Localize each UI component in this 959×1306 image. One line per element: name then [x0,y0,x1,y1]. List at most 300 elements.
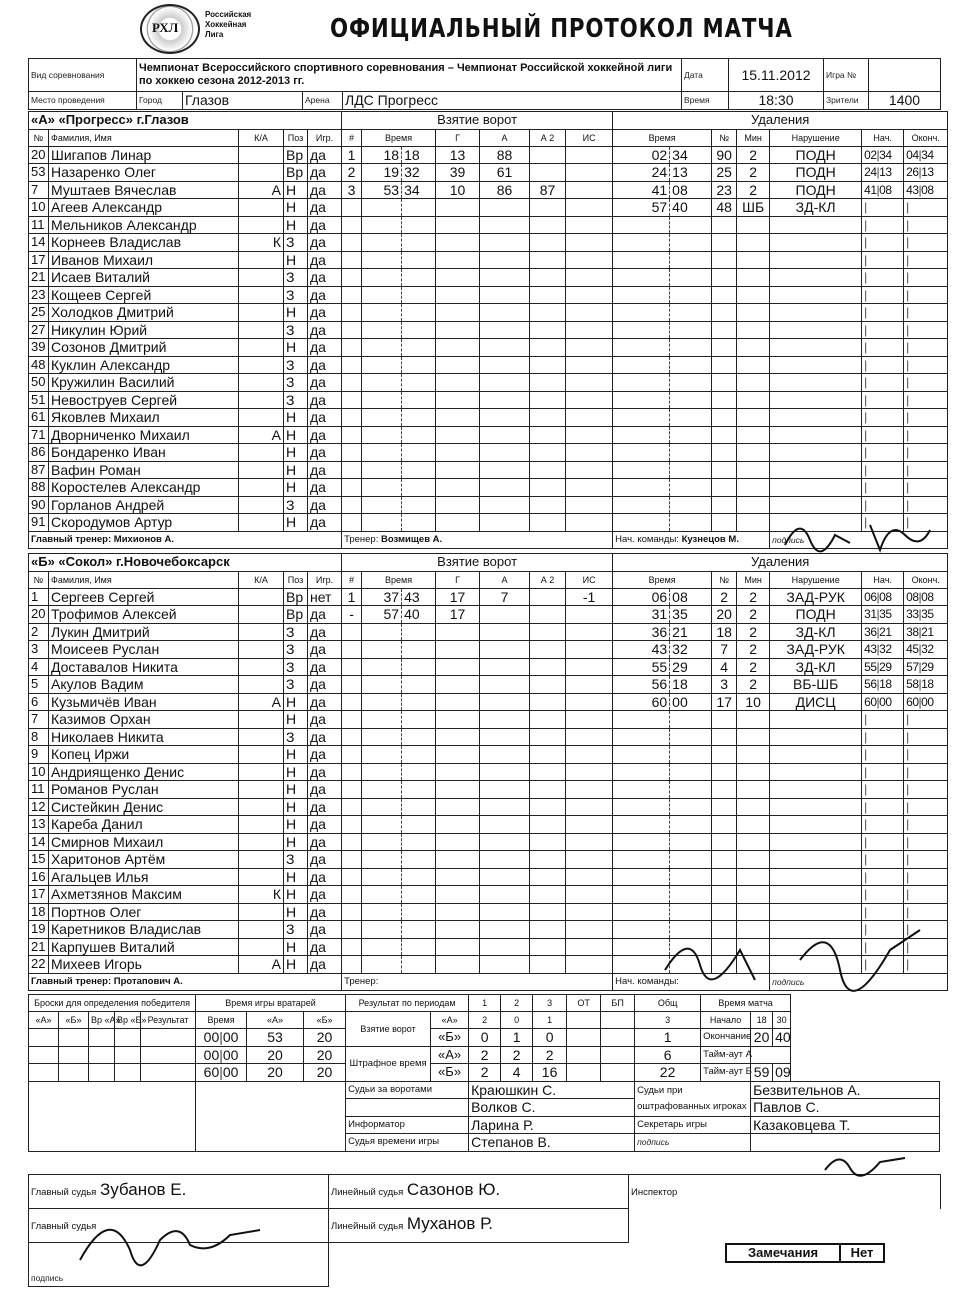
pen-minutes [737,781,770,799]
player-row [29,728,948,746]
pen-minutes: 2 [737,606,770,624]
pen-min [613,269,670,287]
pen-end: | [904,496,948,514]
player-name: Копец Иржи [49,746,239,764]
goal-assist2 [530,833,566,851]
player-played: да [308,833,342,851]
header-ka: К/А [239,129,284,146]
goal-sec [402,391,436,409]
goal-assist1 [480,851,530,869]
goal-situation [566,798,613,816]
pen-sec [670,798,712,816]
pen-start: | [862,391,904,409]
goal-sec [402,921,436,939]
goal-scorer [436,374,480,392]
player-position: З [284,623,308,641]
player-name: Кощеев Сергей [49,286,239,304]
pim-a-value [601,1046,635,1064]
goal-situation [566,461,613,479]
pen-min [613,461,670,479]
player-row [29,746,948,764]
player-name: Куклин Александр [49,356,239,374]
gk-time: 00|00 [196,1046,247,1064]
pen-end: | [904,886,948,904]
pen-sec [670,251,712,269]
player-role [239,938,284,956]
player-number: 39 [29,339,49,357]
player-played: да [308,623,342,641]
player-position: Н [284,339,308,357]
team-chief: Нач. команды: [613,973,770,991]
goal-sec [402,461,436,479]
player-played: да [308,479,342,497]
pen-player [712,374,737,392]
goal-num [342,286,362,304]
player-role [239,816,284,834]
goal-assist2 [530,339,566,357]
pen-end: | [904,216,948,234]
pen-minutes [737,216,770,234]
pen-minutes [737,833,770,851]
goal-min [362,868,402,886]
header-played: Игр. [308,129,342,146]
signature-team-a [780,515,940,555]
pim-b-value: 16 [533,1064,567,1082]
pen-infraction [770,356,862,374]
goal-scorer [436,921,480,939]
pen-start: | [862,921,904,939]
pen-min [613,251,670,269]
pen-player [712,479,737,497]
pen-sec [670,409,712,427]
header-pos: Поз [284,129,308,146]
pen-start: 24|13 [862,164,904,182]
header-pos: Поз [284,571,308,588]
goal-min [362,711,402,729]
player-number: 27 [29,321,49,339]
player-position: Н [284,251,308,269]
player-row [29,146,948,164]
goal-sec [402,444,436,462]
goal-sec [402,746,436,764]
player-played: да [308,304,342,322]
pen-start: | [862,356,904,374]
goal-sec [402,339,436,357]
goal-scorer [436,479,480,497]
goal-scorer [436,676,480,694]
player-number: 48 [29,356,49,374]
goal-assist2 [530,798,566,816]
pen-sec [670,339,712,357]
player-number: 7 [29,711,49,729]
goal-scorer [436,781,480,799]
player-number: 50 [29,374,49,392]
goal-sec [402,641,436,659]
pen-start: 41|08 [862,181,904,199]
goal-min: 19 [362,164,402,182]
player-number: 14 [29,234,49,252]
header-start: Нач. [862,129,904,146]
game-no-value [869,59,941,92]
pen-sec [670,444,712,462]
pim-a-value: 2 [533,1046,567,1064]
player-position: Н [284,199,308,217]
goal-assist2 [530,269,566,287]
chief-ref2-label: Главный судья [31,1220,97,1232]
pen-sec: 35 [670,606,712,624]
pen-player: 18 [712,623,737,641]
arena-label: Арена [303,92,343,110]
goal-min [362,938,402,956]
pen-start: 02|34 [862,146,904,164]
player-role [239,444,284,462]
pen-sec [670,496,712,514]
pen-sec: 08 [670,588,712,606]
goal-assist1 [480,321,530,339]
player-position: Н [284,693,308,711]
pen-end: 38|21 [904,623,948,641]
goal-sec: 34 [402,181,436,199]
pen-min [613,286,670,304]
player-played: да [308,903,342,921]
goal-num [342,711,362,729]
pen-minutes [737,444,770,462]
city-value: Глазов [183,92,303,110]
header-start: Нач. [862,571,904,588]
pen-player: 7 [712,641,737,659]
remarks-label: Замечания [725,1243,841,1263]
goal-assist2: 87 [530,181,566,199]
player-name: Смирнов Михаил [49,833,239,851]
goal-assist2 [530,956,566,974]
pen-start: | [862,251,904,269]
pen-infraction [770,304,862,322]
player-row [29,251,948,269]
header-a2: А 2 [530,571,566,588]
player-name: Трофимов Алексей [49,606,239,624]
goal-assist2 [530,514,566,532]
player-position: Н [284,781,308,799]
goal-assist1 [480,641,530,659]
pen-start: | [862,514,904,532]
goal-situation [566,903,613,921]
header-a: А [480,571,530,588]
player-row [29,426,948,444]
player-role [239,321,284,339]
goal-sec [402,374,436,392]
header-played: Игр. [308,571,342,588]
pen-player [712,728,737,746]
goal-sec [402,658,436,676]
pen-min [613,798,670,816]
goal-assist1 [480,356,530,374]
player-played: да [308,868,342,886]
pen-infraction [770,903,862,921]
player-position: Н [284,426,308,444]
venue-info [28,91,941,110]
remarks-box [725,1243,885,1263]
goal-num [342,216,362,234]
pen-end: | [904,921,948,939]
team-chief: Нач. команды: Кузнецов М. [613,531,770,549]
pen-player [712,269,737,287]
goal-scorer [436,356,480,374]
pen-minutes [737,391,770,409]
goal-situation [566,426,613,444]
player-role [239,356,284,374]
player-played: нет [308,588,342,606]
informer-value: Ларина Р. [469,1116,635,1134]
player-role: А [239,181,284,199]
line-ref-label-1: Линейный судья [331,1187,404,1198]
pen-start: | [862,479,904,497]
goal-assist2 [530,658,566,676]
player-position: Н [284,746,308,764]
player-name: Созонов Дмитрий [49,339,239,357]
pen-start: | [862,816,904,834]
header-ka: К/А [239,571,284,588]
player-row [29,234,948,252]
goal-min [362,234,402,252]
player-number: 8 [29,728,49,746]
goal-situation [566,269,613,287]
player-played: да [308,391,342,409]
goal-assist1 [480,956,530,974]
goal-min [362,479,402,497]
goal-assist1 [480,623,530,641]
pen-end: | [904,781,948,799]
pen-end: 45|32 [904,641,948,659]
goal-num [342,676,362,694]
pen-infraction: ЗАД-РУК [770,588,862,606]
header-min: Мин [737,571,770,588]
pen-start: 56|18 [862,676,904,694]
pen-min [613,868,670,886]
pen-minutes [737,461,770,479]
goal-assist2 [530,496,566,514]
pen-min [613,216,670,234]
player-role [239,781,284,799]
pen-start: | [862,426,904,444]
player-row [29,903,948,921]
player-name: Скородумов Артур [49,514,239,532]
pen-min [613,234,670,252]
pen-minutes [737,339,770,357]
goal-num: 1 [342,146,362,164]
player-row [29,711,948,729]
timeout-b-sec: 09 [773,1064,791,1082]
gk-b-value: 20 [304,1064,346,1082]
goal-num [342,641,362,659]
pen-player: 48 [712,199,737,217]
timekeeper-label: Судья времени игры [346,1134,469,1152]
goal-scorer [436,234,480,252]
pen-end: 58|18 [904,676,948,694]
goal-min [362,199,402,217]
end-hour: 20 [751,1029,773,1047]
goal-num [342,374,362,392]
player-name: Холодков Дмитрий [49,304,239,322]
goal-num [342,269,362,287]
goal-num [342,658,362,676]
pen-min: 06 [613,588,670,606]
goal-assist1 [480,746,530,764]
goal-num [342,798,362,816]
goal-min [362,956,402,974]
player-position: З [284,676,308,694]
player-position: Вр [284,588,308,606]
goal-situation [566,234,613,252]
goal-assist1 [480,921,530,939]
pen-player [712,833,737,851]
goal-situation [566,304,613,322]
penalty-judge-2: Павлов С. [751,1099,940,1117]
player-name: Кареба Данил [49,816,239,834]
goal-min: 57 [362,606,402,624]
goal-sec [402,676,436,694]
goal-num [342,426,362,444]
player-position: Н [284,181,308,199]
goal-assist2 [530,356,566,374]
player-number: 20 [29,606,49,624]
header-inf: Нарушение [770,129,862,146]
pen-sec [670,514,712,532]
pen-infraction [770,234,862,252]
ot-header: ОТ [567,995,601,1012]
pen-sec [670,321,712,339]
goals-row-label: Взятие ворот [346,1012,431,1047]
pen-infraction [770,816,862,834]
so-header: БП [601,995,635,1012]
player-position: Н [284,798,308,816]
goal-min [362,391,402,409]
goal-assist2 [530,479,566,497]
goal-min [362,216,402,234]
line-ref-label-2: Линейный судья [331,1221,404,1232]
player-position: Н [284,938,308,956]
pen-start: | [862,374,904,392]
pen-start: 60|00 [862,693,904,711]
header-name: Фамилия, Имя [49,571,239,588]
goal-sec: 40 [402,606,436,624]
goal-num [342,479,362,497]
player-role [239,623,284,641]
pen-player [712,903,737,921]
pen-player [712,461,737,479]
goal-assist1: 88 [480,146,530,164]
goal-min [362,339,402,357]
pen-start: 36|21 [862,623,904,641]
goal-assist2 [530,903,566,921]
goal-min [362,251,402,269]
pen-sec: 21 [670,623,712,641]
player-number: 51 [29,391,49,409]
signature-secretary [820,1150,910,1180]
team-title: «А» «Прогресс» г.Глазов [29,112,342,130]
player-row [29,374,948,392]
player-played: да [308,146,342,164]
competition-label: Вид соревнования [29,59,137,92]
goal-assist2 [530,886,566,904]
goal-assist1 [480,816,530,834]
goal-sec [402,798,436,816]
period-1-header: 1 [469,995,501,1012]
goal-scorer [436,728,480,746]
goal-num: - [342,606,362,624]
goals-header: Взятие ворот [342,554,613,572]
pim-row-label: Штрафное время [346,1046,431,1081]
time-value: 18:30 [729,92,824,110]
goal-assist2 [530,676,566,694]
goal-num [342,693,362,711]
goal-assist2 [530,623,566,641]
pen-sec [670,711,712,729]
pen-player [712,286,737,304]
goals-a-value: 1 [533,1012,567,1029]
period-2-header: 2 [501,995,533,1012]
goal-sec [402,514,436,532]
pen-minutes: 2 [737,641,770,659]
competition-text: Чемпионат Всероссийского спортивного соревнования – Чемпионат Российской хоккейной лиги по хоккею сезона 2012-2013 гг. [137,59,682,92]
goal-judge-2: Волков С. [469,1099,635,1117]
player-row [29,641,948,659]
goal-scorer [436,199,480,217]
pen-infraction: ВБ-ШБ [770,676,862,694]
goal-min [362,886,402,904]
player-position: Н [284,956,308,974]
player-played: да [308,321,342,339]
pen-player: 2 [712,588,737,606]
pen-start: | [862,461,904,479]
player-row [29,269,948,287]
goal-min [362,676,402,694]
player-role [239,374,284,392]
pen-end: | [904,746,948,764]
player-name: Мельников Александр [49,216,239,234]
ref-signature-label: подпись [31,1273,64,1283]
so-result: Результат [141,1012,196,1029]
pen-min: 31 [613,606,670,624]
pen-minutes [737,514,770,532]
goal-assist1 [480,461,530,479]
goal-num [342,461,362,479]
head-coach: Главный тренер: Протапович А. [29,973,342,991]
pen-infraction: ЗД-КЛ [770,199,862,217]
player-number: 11 [29,216,49,234]
player-played: да [308,693,342,711]
player-played: да [308,514,342,532]
goal-assist1 [480,444,530,462]
goal-min [362,356,402,374]
pen-infraction [770,251,862,269]
pen-end: | [904,321,948,339]
goal-num: 3 [342,181,362,199]
player-row [29,181,948,199]
document-title: ОФИЦИАЛЬНЫЙ ПРОТОКОЛ МАТЧА [330,14,793,44]
pen-sec [670,426,712,444]
pen-minutes [737,426,770,444]
header-ptime: Время [613,571,712,588]
player-played: да [308,339,342,357]
goal-sec: 32 [402,164,436,182]
pen-player [712,251,737,269]
goal-assist2 [530,868,566,886]
goal-min [362,816,402,834]
pen-start: | [862,938,904,956]
player-played: да [308,676,342,694]
goal-situation [566,833,613,851]
player-role [239,833,284,851]
